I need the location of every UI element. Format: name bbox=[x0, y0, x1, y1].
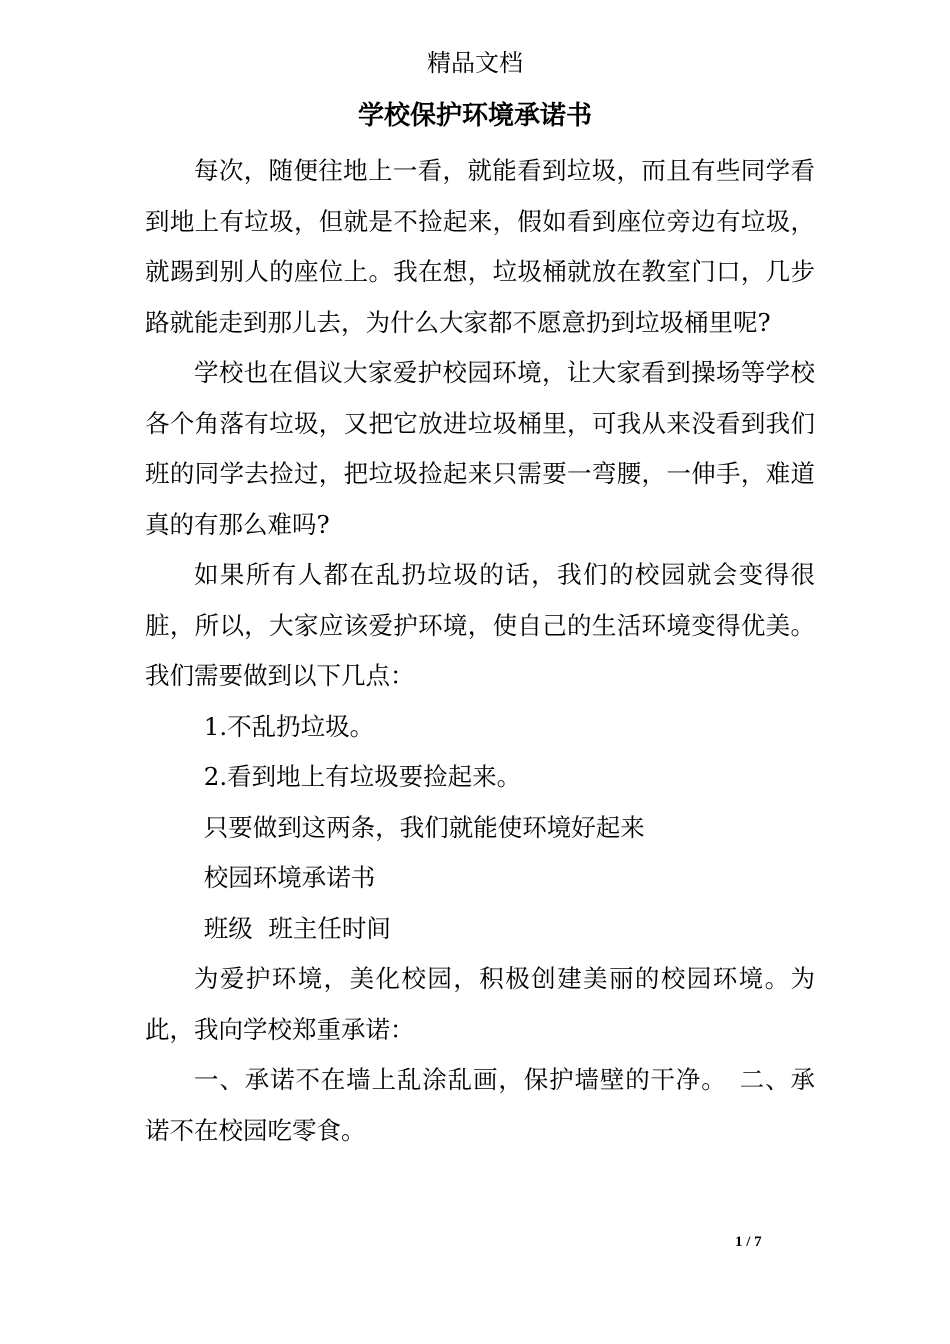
closing-line: 只要做到这两条，我们就能使环境好起来 bbox=[203, 812, 645, 842]
document-title: 学校保护环境承诺书 bbox=[357, 101, 592, 131]
body-paragraph: 如果所有人都在乱扔垃圾的话，我们的校园就会变得很脏，所以，大家应该爱护环境，使自己的生活环境变得优美。我们需要做到以下几点： bbox=[145, 560, 815, 690]
body-paragraph: 学校也在倡议大家爱护校园环境，让大家看到操场等学校各个角落有垃圾，又把它放进垃圾桶里，可我从来没看到我们班的同学去捡过，把垃圾捡起来只需要一弯腰，一伸手，难道真的有那么难吗? bbox=[145, 358, 815, 539]
section-subtitle: 校园环境承诺书 bbox=[203, 863, 376, 892]
body-paragraph: 每次，随便往地上一看，就能看到垃圾，而且有些同学看到地上有垃圾，但就是不捡起来，假如看到座位旁边有垃圾，就踢到别人的座位上。我在想，垃圾桶就放在教室门口，几步路就能走到那儿去，为什么大家都不愿意扔到垃圾桶里呢? bbox=[145, 156, 815, 337]
commitment-paragraph: 为爱护环境，美化校园，积极创建美丽的校园环境。为此，我向学校郑重承诺： bbox=[145, 964, 815, 1044]
commitment-paragraph: 一、承诺不在墙上乱涂乱画，保护墙壁的干净。 二、承诺不在校园吃零食。 bbox=[145, 1065, 815, 1145]
list-item: 2.看到地上有垃圾要捡起来。 bbox=[203, 762, 522, 791]
document-body bbox=[145, 146, 815, 1156]
list-item: 1.不乱扔垃圾。 bbox=[203, 711, 375, 741]
page-header: 精品文档 bbox=[427, 49, 523, 77]
form-line: 班级 班主任时间 bbox=[203, 913, 391, 943]
page-number: 1 / 7 bbox=[735, 1234, 762, 1250]
